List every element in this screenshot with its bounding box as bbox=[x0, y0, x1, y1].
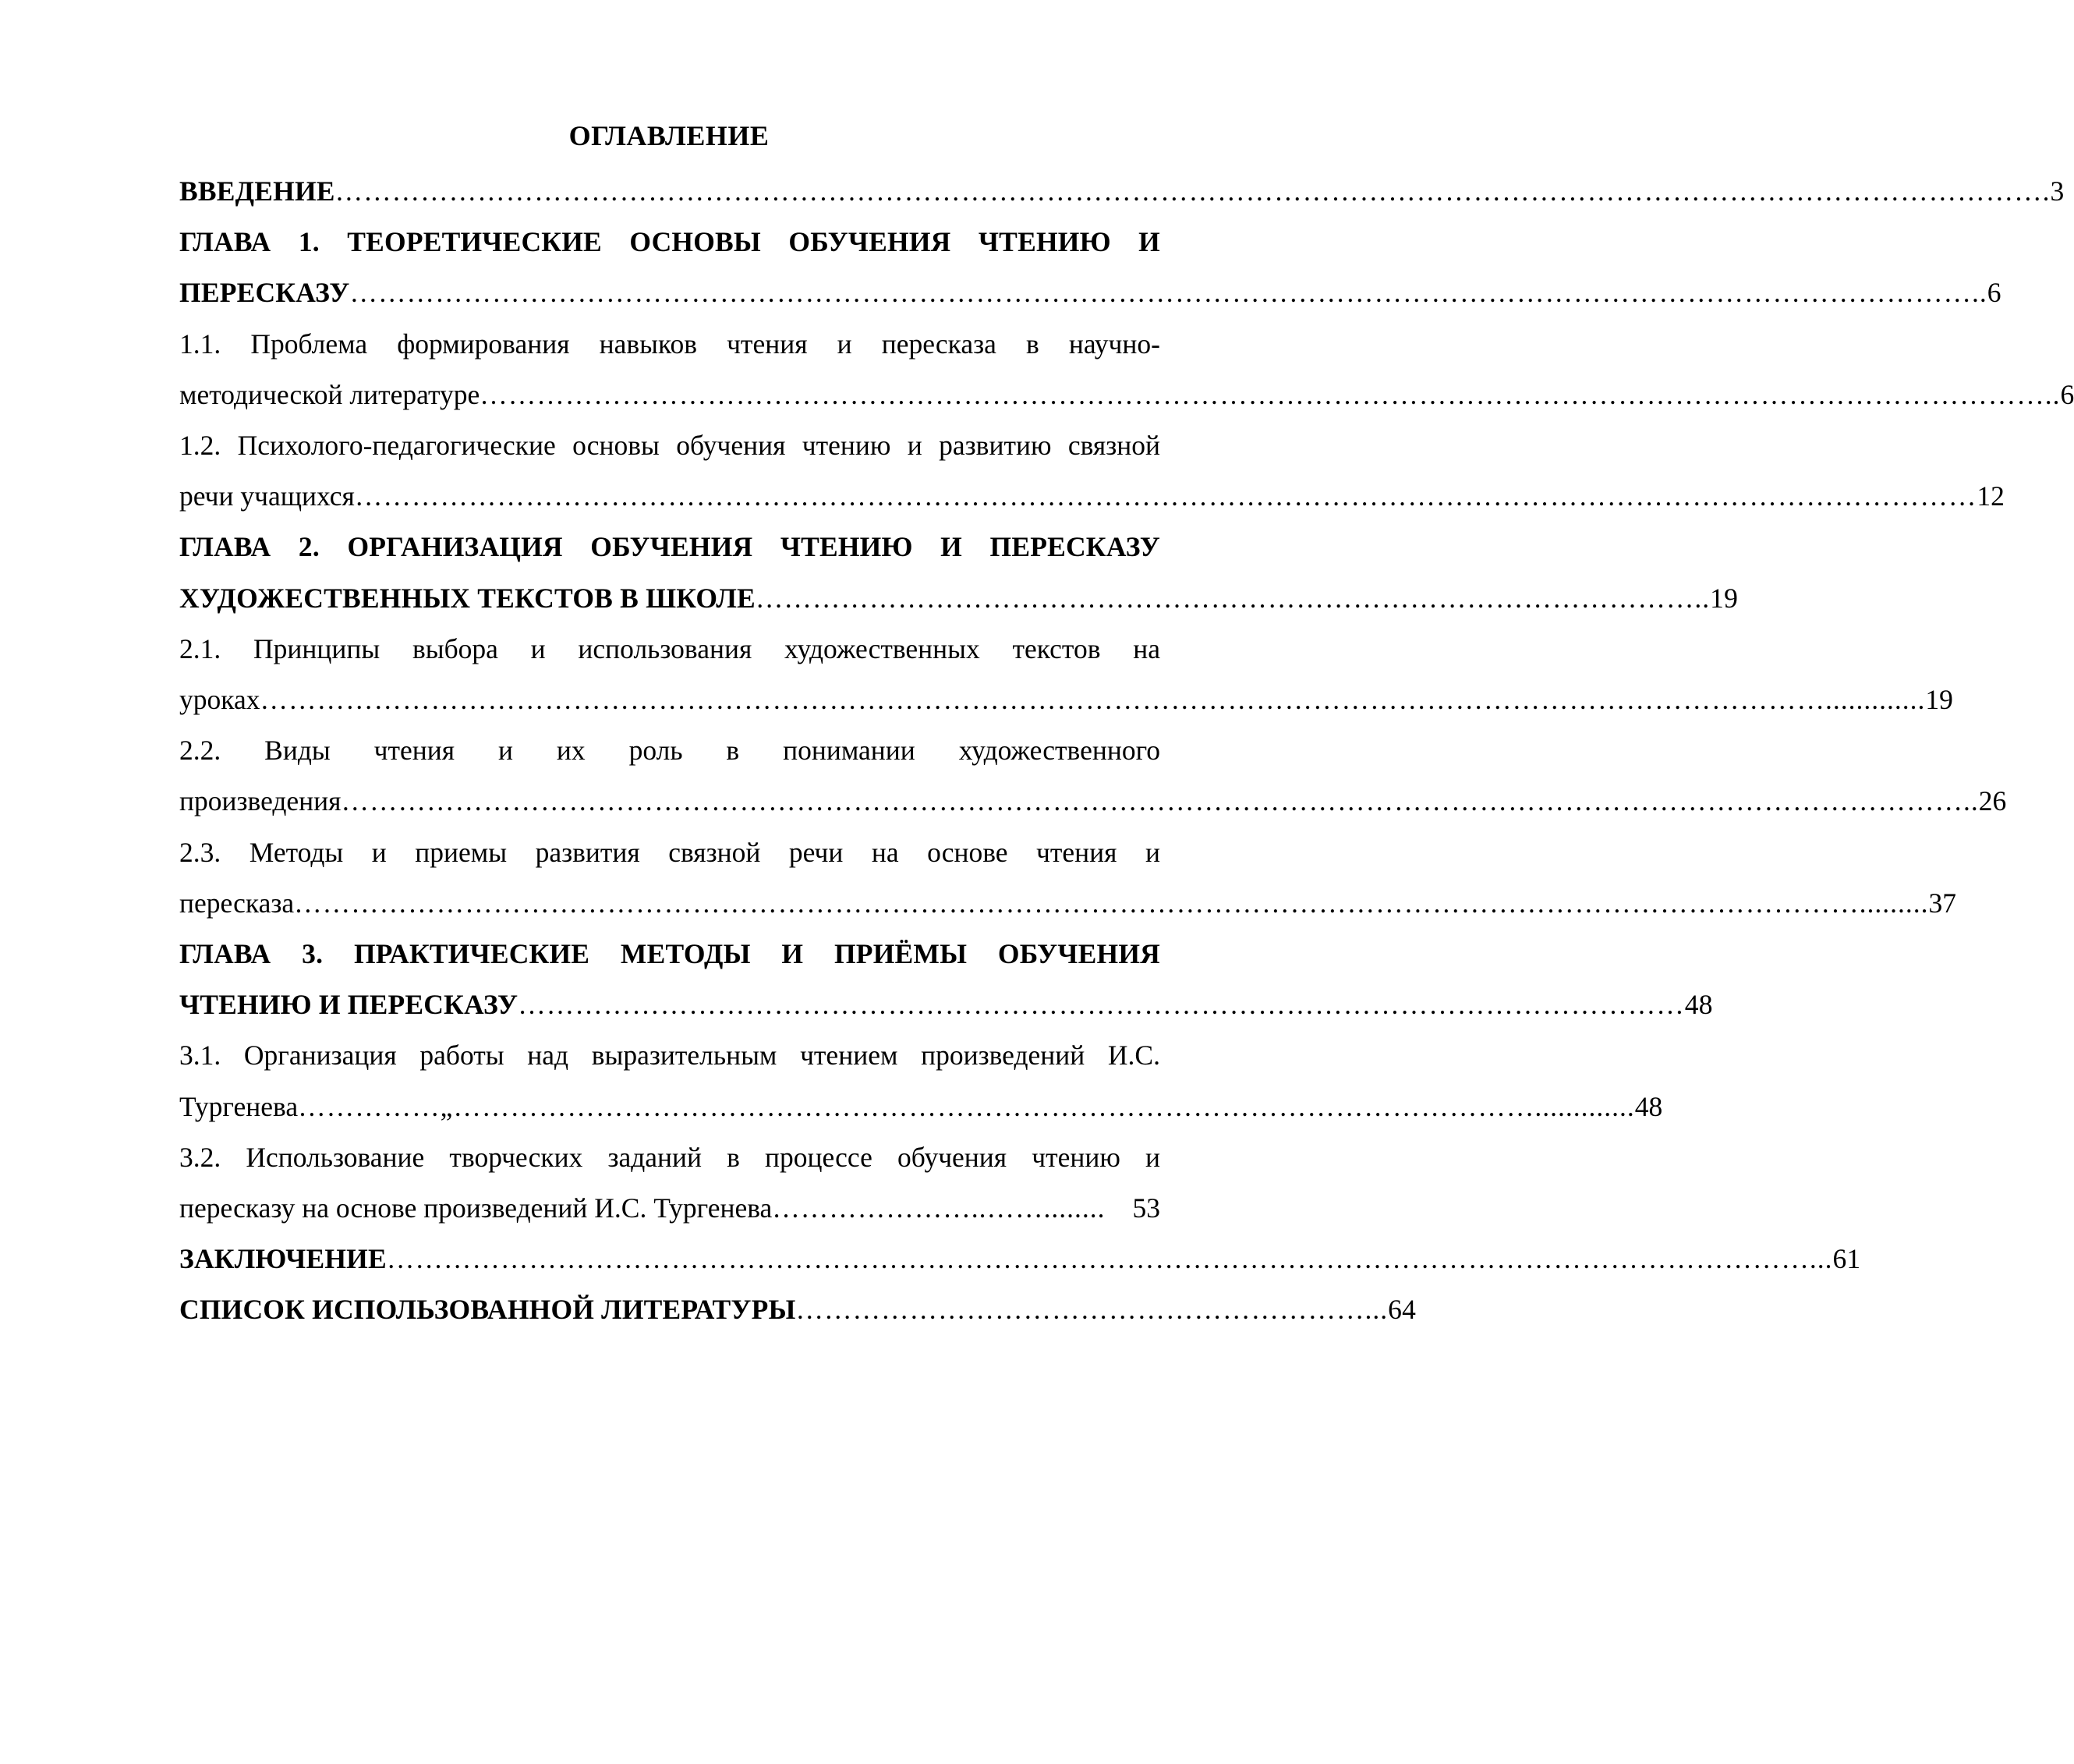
toc-entry-text-line: ГЛАВА 3. ПРАКТИЧЕСКИЕ МЕТОДЫ И ПРИЁМЫ ОБУЧЕНИЯ bbox=[179, 938, 1160, 970]
toc-entry-last-line bbox=[179, 471, 2005, 522]
table-of-contents bbox=[179, 166, 2074, 1336]
toc-dot-leader: ……………………………………………………………………………………….. bbox=[755, 582, 1711, 614]
toc-page-number: 19 bbox=[1925, 684, 1953, 716]
toc-entry bbox=[179, 420, 2005, 522]
toc-page-number: 53 bbox=[1132, 1192, 1160, 1224]
toc-entry bbox=[179, 1284, 1417, 1335]
toc-entry-text-line: 2.3. Методы и приемы развития связной речи на основе чтения и bbox=[179, 836, 1160, 868]
toc-entry-text-line: 1.2. Психолого-педагогические основы обучения чтению и развитию связной bbox=[179, 430, 1160, 462]
toc-dot-leader: ………………………………………………………………………………………………………………………………………………….. bbox=[480, 378, 2061, 410]
toc-entry-text-line: ГЛАВА 2. ОРГАНИЗАЦИЯ ОБУЧЕНИЯ ЧТЕНИЮ И ПЕРЕСКАЗУ bbox=[179, 531, 1160, 563]
toc-page-number: 26 bbox=[1978, 785, 2007, 817]
toc-entry bbox=[179, 166, 2065, 217]
toc-dot-leader: …………………..……........ bbox=[772, 1192, 1106, 1224]
toc-entry bbox=[179, 1132, 1160, 1234]
toc-entry-text-line: ПЕРЕСКАЗУ bbox=[179, 277, 350, 309]
toc-dot-leader: ……………………………………………………………………………………………………………………………………………………… bbox=[354, 480, 1977, 512]
toc-entry-last-line bbox=[179, 878, 1957, 929]
toc-dot-leader: …………………………………………………………………………………………………………………………………………………............. bbox=[260, 684, 1926, 716]
toc-entry-text-line: 1.1. Проблема формирования навыков чтения и пересказа в научно- bbox=[179, 328, 1160, 360]
toc-entry-last-line bbox=[179, 1082, 1663, 1132]
toc-entry bbox=[179, 929, 1713, 1030]
toc-page-number: 61 bbox=[1832, 1243, 1861, 1275]
toc-dot-leader: ……………………………………………………………………………………………………………………………………………………….. bbox=[341, 785, 1979, 817]
toc-entry-text-line: СПИСОК ИСПОЛЬЗОВАННОЙ ЛИТЕРАТУРЫ bbox=[179, 1294, 796, 1326]
toc-page-number: 48 bbox=[1634, 1090, 1663, 1122]
toc-page-number: 12 bbox=[1977, 480, 2005, 512]
toc-dot-leader: ……………………………………………………………………………………………………………………………………………………….. bbox=[349, 277, 1987, 309]
toc-entry-text-line: Тургенева bbox=[179, 1090, 299, 1122]
toc-entry-last-line bbox=[179, 1183, 1160, 1234]
toc-entry-text-line: уроках bbox=[179, 684, 260, 716]
toc-entry bbox=[179, 217, 2001, 318]
toc-entry-last-line bbox=[179, 675, 1953, 725]
toc-title: ОГЛАВЛЕНИЕ bbox=[568, 120, 770, 151]
toc-entry-text-line: произведения bbox=[179, 785, 342, 817]
toc-entry-text-line: пересказу на основе произведений И.С. Тургенева bbox=[179, 1192, 773, 1224]
toc-entry-last-line bbox=[179, 267, 2001, 318]
toc-entry-last-line bbox=[179, 1284, 1417, 1335]
toc-dot-leader: …………………………………………………………………………………………………………… bbox=[518, 989, 1685, 1021]
toc-entry-last-line bbox=[179, 1234, 1861, 1284]
toc-entry bbox=[179, 319, 2074, 420]
toc-entry-text-line: ХУДОЖЕСТВЕННЫХ ТЕКСТОВ В ШКОЛЕ bbox=[179, 582, 756, 614]
toc-page-number: 37 bbox=[1928, 887, 1957, 919]
toc-entry-last-line bbox=[179, 573, 1739, 624]
toc-entry-text-line: речи учащихся bbox=[179, 480, 355, 512]
toc-page-number: 6 bbox=[2060, 378, 2074, 410]
toc-entry bbox=[179, 827, 1957, 929]
toc-dot-leader: …………………………………………………………………………………………………………………………………………………......... bbox=[294, 887, 1929, 919]
toc-entry-last-line bbox=[179, 979, 1713, 1030]
toc-dot-leader: ……………………………………………………………………………………………………………………………………... bbox=[386, 1243, 1833, 1275]
toc-entry-text-line: ЧТЕНИЮ И ПЕРЕСКАЗУ bbox=[179, 989, 518, 1021]
toc-entry-last-line bbox=[179, 370, 2074, 420]
toc-page-number: 19 bbox=[1710, 582, 1739, 614]
toc-entry bbox=[179, 624, 1953, 725]
toc-page-number: 3 bbox=[2050, 175, 2065, 207]
toc-entry-text-line: ГЛАВА 1. ТЕОРЕТИЧЕСКИЕ ОСНОВЫ ОБУЧЕНИЯ ЧТЕНИЮ И bbox=[179, 226, 1160, 258]
toc-page-number: 6 bbox=[1987, 277, 2001, 309]
toc-entry-text-line: ВВЕДЕНИЕ bbox=[179, 175, 335, 207]
toc-entry bbox=[179, 522, 1739, 623]
toc-entry bbox=[179, 725, 2007, 827]
toc-entry-text-line: ЗАКЛЮЧЕНИЕ bbox=[179, 1243, 387, 1275]
toc-entry bbox=[179, 1234, 1861, 1284]
toc-entry bbox=[179, 1030, 1663, 1132]
toc-entry-last-line bbox=[179, 166, 2065, 217]
toc-entry-text-line: 2.1. Принципы выбора и использования художественных текстов на bbox=[179, 632, 1160, 664]
toc-page-number: 64 bbox=[1388, 1294, 1417, 1326]
toc-page-number: 48 bbox=[1684, 989, 1713, 1021]
toc-entry-text-line: методической литературе bbox=[179, 378, 480, 410]
toc-entry-text-line: 3.2. Использование творческих заданий в процессе обучения чтению и bbox=[179, 1141, 1160, 1173]
toc-dot-leader: ………………………………………………………………………………………………………………………………………………………………. bbox=[334, 175, 2051, 207]
toc-entry-text-line: 2.2. Виды чтения и их роль в понимании художественного bbox=[179, 735, 1160, 767]
toc-dot-leader: ……………„……………………………………………………………………………………………………............. bbox=[298, 1090, 1635, 1122]
toc-entry-text-line: пересказа bbox=[179, 887, 295, 919]
toc-entry-text-line: 3.1. Организация работы над выразительным чтением произведений И.С. bbox=[179, 1040, 1160, 1072]
toc-entry-last-line bbox=[179, 776, 2007, 827]
toc-dot-leader: ……………………………………………………... bbox=[795, 1294, 1389, 1326]
